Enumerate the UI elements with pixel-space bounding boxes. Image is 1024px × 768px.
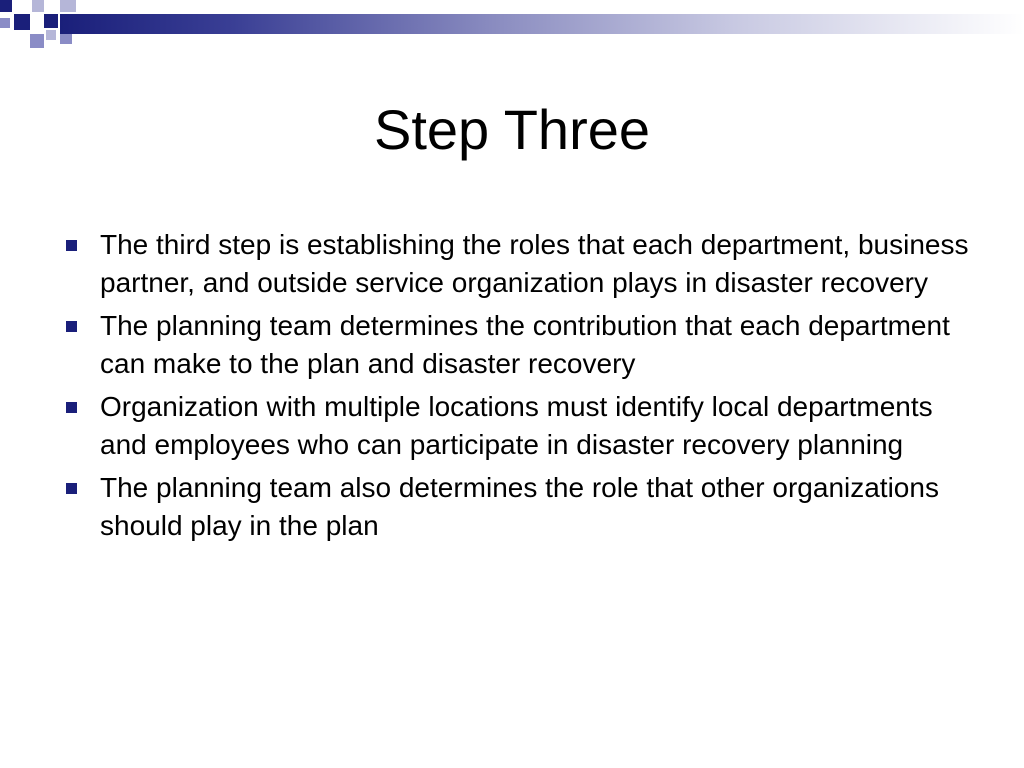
decor-square-icon [30,34,44,48]
decor-square-icon [0,0,12,12]
bullet-text: The planning team also determines the role that other organizations should play in the plan [100,472,939,541]
decor-square-icon [0,18,10,28]
square-bullet-icon [66,240,77,251]
bullet-item [60,226,970,301]
decor-square-icon [46,30,56,40]
slide-title: Step Three [373,98,651,161]
decor-square-icon [44,14,58,28]
decor-square-icon [32,0,44,12]
bullet-item [60,388,970,463]
square-bullet-icon [66,321,77,332]
decor-square-icon [60,34,72,44]
bullet-text: The planning team determines the contribution that each department can make to the plan and disaster recovery [100,310,950,379]
square-bullet-icon [66,402,77,413]
decor-square-icon [60,0,76,12]
bullet-list [60,226,970,550]
header-gradient-bar [60,14,1024,34]
bullet-item [60,307,970,382]
decor-square-icon [14,14,30,30]
square-bullet-icon [66,483,77,494]
bullet-text: The third step is establishing the roles that each department, business partner, and outside service organization plays in disaster recovery [100,229,969,298]
bullet-text: Organization with multiple locations must identify local departments and employees who can participate in disaster recovery planning [100,391,933,460]
bullet-item [60,469,970,544]
